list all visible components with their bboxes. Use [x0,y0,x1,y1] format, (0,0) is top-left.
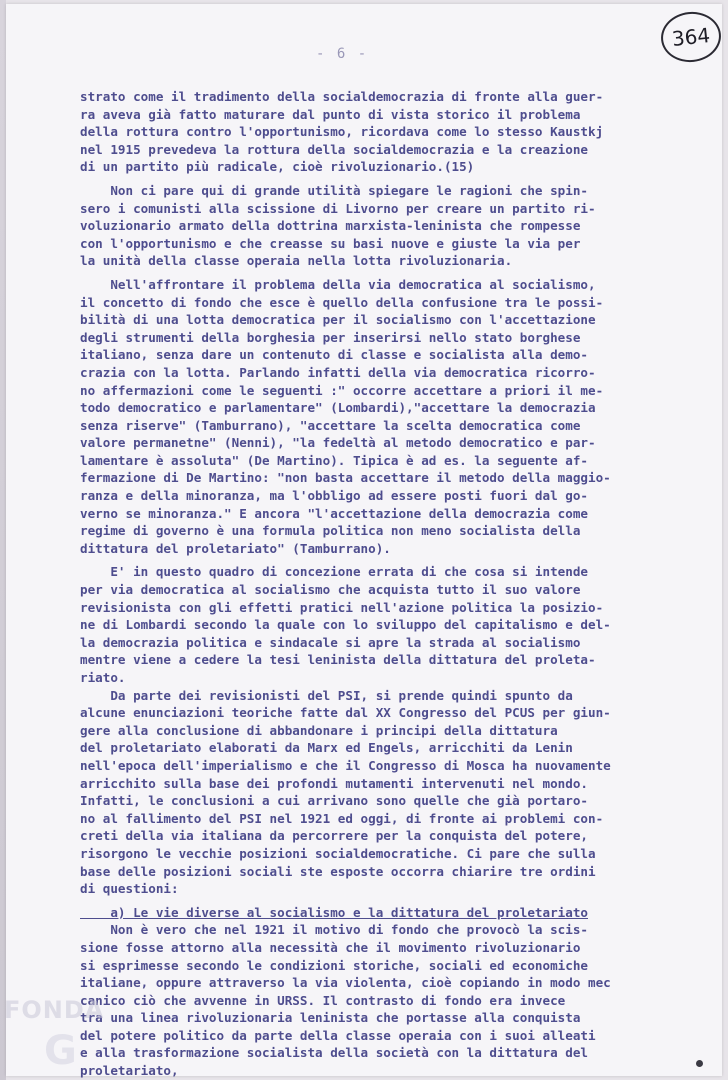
watermark-letter: G [44,1028,77,1074]
text-line: mentre viene a cedere la tesi leninista della dittatura del proleta- [80,652,596,668]
text-line: dittatura del proletariato" (Tamburrano). [80,540,391,556]
text-line: Nell'affrontare il problema della via democratica al socialismo, [80,276,596,292]
text-line: risorgono le vecchie posizioni socialdemocratiche. Ci pare che sulla [80,845,596,861]
text-line: Non ci pare qui di grande utilità spiegare le ragioni che spin- [80,182,588,198]
page-stamp: 364 [659,9,724,65]
text-line: lamentare è assoluta" (De Martino). Tipica è ad es. la seguente af- [80,452,588,468]
text-line: Da parte dei revisionisti del PSI, si prende quindi spunto da [80,687,573,703]
text-line: il concetto di fondo che esce è quello della confusione tra le possi- [80,294,604,310]
text-line: canico ciò che avvenne in URSS. Il contrasto di fondo era invece [80,992,566,1008]
text-line: la democrazia politica e sindacale si apre la strada al socialismo [80,634,581,650]
text-line: revisionista con gli effetti pratici nell'azione politica la posizio- [80,599,604,615]
text-line: e alla trasformazione socialista della società con la dittatura del [80,1045,588,1061]
text-line: fermazione di De Martino: "non basta accettare il metodo della maggio- [80,470,611,486]
text-line: Infatti, le conclusioni a cui arrivano sono quelle che già portaro- [80,793,588,809]
text-line: riato. [80,670,126,685]
text-line: senza riserve" (Tamburrano), "accettare la scelta democratica come [80,417,581,433]
text-line: strato come il tradimento della socialdemocrazia di fronte alla guer- [80,89,604,104]
text-line: tra una linea rivoluzionaria leninista che portasse alla conquista [80,1010,581,1026]
text-line: no al fallimento del PSI nel 1921 ed oggi, di fronte ai problemi con- [80,810,604,826]
text-line: arricchito sulla base dei profondi mutamenti intervenuti nel mondo. [80,775,588,791]
text-line: italiano, senza dare un contenuto di classe e socialista alla demo- [80,347,588,363]
section-heading: a) Le vie diverse al socialismo e la dittatura del proletariato [80,904,588,920]
text-line: della rottura contro l'opportunismo, ricordava come lo stesso Kaustkj [80,124,604,140]
text-line: base delle posizioni sociali ste esposte occorra chiarire tre ordini [80,863,596,879]
ink-dot [696,1060,703,1067]
text-line: valore permanetne" (Nenni), "la fedeltà al metodo democratico e par- [80,435,596,451]
text-line: di un partito più radicale, cioè rivoluzionario.(15) [80,159,475,175]
text-line: ne di Lombardi secondo la quale con lo sviluppo del capitalismo e del- [80,617,611,633]
text-line: del proletariato elaborati da Marx ed Engels, arricchiti da Lenin [80,740,573,756]
text-line: di questioni: [80,881,179,897]
text-line: nel 1915 prevedeva la rottura della socialdemocrazia e la creazione [80,141,588,157]
text-line: del potere politico da parte della classe operaia con i suoi alleati [80,1027,596,1043]
text-line: con l'opportunismo e che creasse su basi nuove e giuste la via per [80,235,581,251]
page-number: - 6 - [316,46,369,62]
text-line: la unità della classe operaia nella lotta rivoluzionaria. [80,253,513,269]
watermark-text: FONDA [4,996,105,1024]
text-line: nell'epoca dell'imperialismo e che il Congresso di Mosca ha nuovamente [80,757,611,773]
text-line: creti della via italiana da percorrere per la conquista del potere, [80,828,588,844]
text-line: si esprimesse secondo le condizioni storiche, sociali ed economiche [80,957,588,973]
text-line: todo democratico e parlamentare" (Lombardi),"accettare la democrazia [80,400,596,416]
text-line: Non è vero che nel 1921 il motivo di fondo che provocò la scis- [80,922,588,938]
document-body [80,88,700,1080]
text-line: E' in questo quadro di concezione errata di che cosa si intende [80,564,588,580]
text-line: regime di governo è una formula politica non meno socialista della [80,523,581,539]
text-line: no affermazioni come le seguenti :" occorre accettare a priori il me- [80,382,604,398]
text-line: verno se minoranza." E ancora "l'accettazione della democrazia come [80,505,588,521]
text-line: sione fosse attorno alla necessità che il movimento rivoluzionario [80,939,581,955]
text-line: italiane, oppure attraverso la via violenta, cioè copiando in modo mec [80,975,611,991]
text-line: alcune enunciazioni teoriche fatte dal XX Congresso del PCUS per giun- [80,705,611,721]
text-line: proletariato, [80,1063,179,1079]
text-line: voluzionario armato della dottrina marxista-leninista che rompesse [80,218,581,234]
text-line: sero i comunisti alla scissione di Livorno per creare un partito ri- [80,200,596,216]
text-line: ra aveva già fatto maturare dal punto di vista storico il problema [80,106,581,122]
text-line: bilità di una lotta democratica per il socialismo con l'accettazione [80,312,596,328]
text-line: gere alla conclusione di abbandonare i principi della dittatura [80,722,558,738]
text-line: degli strumenti della borghesia per inserirsi nello stato borghese [80,329,581,345]
text-line: ranza e della minoranza, ma l'obbligo ad essere posti fuori dal go- [80,488,588,504]
text-line: crazia con la lotta. Parlando infatti della via democratica ricorro- [80,364,596,380]
text-line: per via democratica al socialismo che acquista tutto il suo valore [80,582,581,598]
